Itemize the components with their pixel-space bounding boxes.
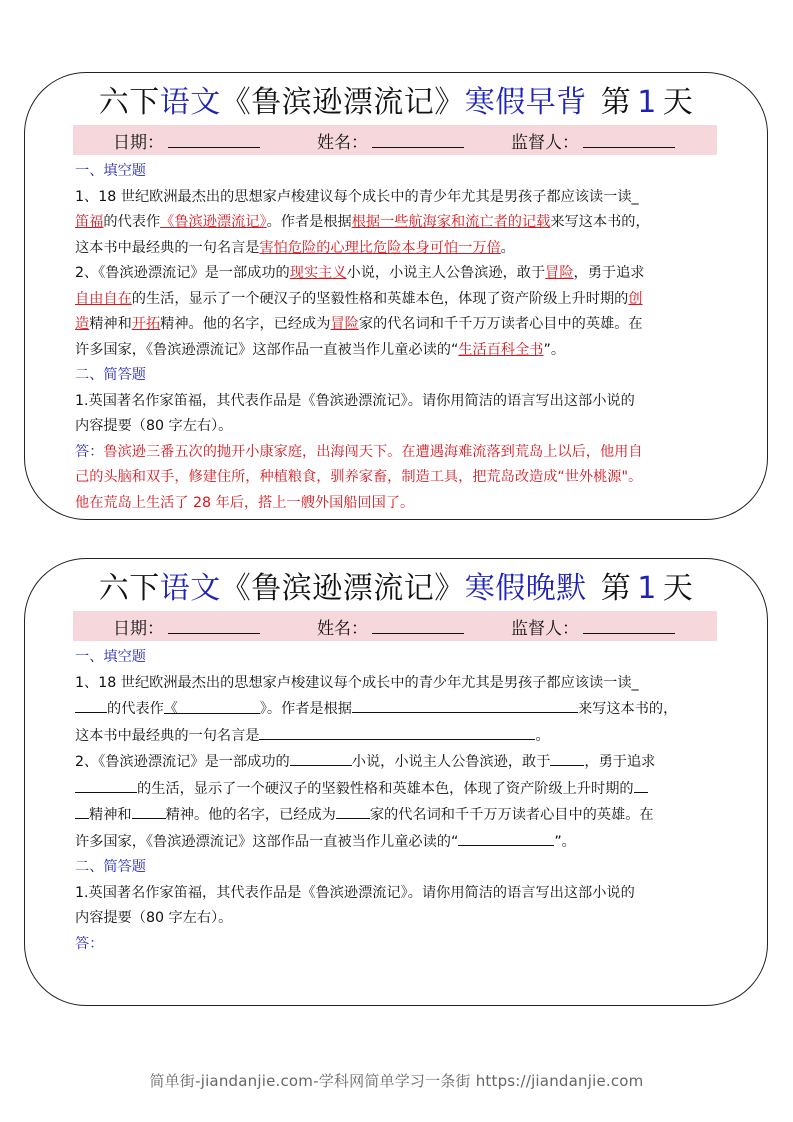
- question-1: [75, 671, 721, 750]
- q-text: 小说，小说主人公鲁滨逊，敢于: [351, 754, 551, 770]
- blank-field[interactable]: [163, 697, 260, 717]
- section-heading-fill-blank: 一、填空题: [75, 649, 146, 665]
- short-question-1: [75, 389, 721, 440]
- title-grade: 六下: [98, 571, 160, 606]
- date-field[interactable]: [113, 614, 260, 639]
- title-type: 寒假早背: [464, 85, 587, 120]
- q-text: 。作者是根据: [266, 214, 352, 230]
- name-label: 姓名：: [317, 132, 368, 153]
- answer-blank: 害怕危险的心理比危险本身可怕一万倍: [259, 239, 501, 256]
- answer-blank: 根据一些航海家和流亡者的记载: [351, 214, 551, 230]
- blank-field[interactable]: [75, 776, 137, 793]
- q-text: 的代表作: [103, 214, 161, 230]
- info-bar: [73, 611, 717, 641]
- blank-field[interactable]: [352, 696, 578, 713]
- q-text: 。: [535, 727, 550, 744]
- title-day-number: 1: [637, 85, 657, 120]
- q-text: 1.英国著名作家笛福，其代表作品是《鲁滨逊漂流记》。请你用简洁的语言写出这部小说的: [75, 884, 635, 901]
- answer-blank: 自由自在: [75, 290, 132, 307]
- q-text: 的生活，显示了一个硬汉子的坚毅性格和英雄本色，体现了资产阶级上升时期的: [137, 780, 634, 797]
- answer-blank: 冒险: [545, 265, 574, 281]
- blank-field[interactable]: [259, 723, 535, 740]
- title-di: 第: [600, 85, 632, 120]
- q-text: 1、18 世纪欧洲最杰出的思想家卢梭建议每个成长中的青少年尤其是男孩子都应该读一读_: [75, 674, 639, 691]
- q-text: 《: [163, 701, 178, 717]
- blank-field[interactable]: [550, 749, 584, 766]
- q-text: 2、《鲁滨逊漂流记》是一部成功的: [75, 265, 290, 281]
- q-text: ”。: [543, 341, 566, 358]
- q-text: 精神。他的名字，已经成为: [160, 316, 331, 332]
- q-text: 许多国家，《鲁滨逊漂流记》这部作品一直被当作儿童必读的“: [75, 341, 459, 358]
- title-subject: 语文: [159, 571, 221, 606]
- name-label: 姓名：: [317, 618, 368, 639]
- answer-label: 答：: [75, 443, 104, 460]
- supervisor-blank[interactable]: [583, 133, 675, 148]
- question-2: [75, 261, 721, 363]
- answer-text: 己的头脑和双手，修建住所，种植粮食，驯养家畜，制造工具，把荒岛改造成“世外桃源"。: [75, 469, 643, 485]
- q-text: 这本书中最经典的一句名言是: [75, 239, 260, 256]
- morning-recite-card: [24, 72, 768, 520]
- date-field[interactable]: [113, 128, 260, 153]
- q-text: 来写这本书的，: [577, 701, 678, 717]
- name-field[interactable]: [317, 128, 464, 153]
- question-1: [75, 185, 721, 262]
- answer-blank: 冒险: [330, 316, 359, 332]
- section-heading-fill-blank: 一、填空题: [75, 163, 146, 179]
- supervisor-label: 监督人：: [511, 618, 579, 639]
- blank-field[interactable]: [290, 749, 352, 766]
- title-grade: 六下: [98, 85, 160, 120]
- section-heading-short-answer: 二、简答题: [75, 367, 146, 383]
- supervisor-blank[interactable]: [583, 619, 675, 634]
- card-title: [25, 569, 767, 609]
- q-text: 这本书中最经典的一句名言是: [75, 727, 260, 744]
- title-book: 《鲁滨逊漂流记》: [220, 571, 465, 606]
- supervisor-field[interactable]: [511, 128, 675, 153]
- name-blank[interactable]: [372, 619, 464, 634]
- date-label: 日期：: [113, 132, 164, 153]
- short-question-1: [75, 881, 721, 932]
- date-label: 日期：: [113, 618, 164, 639]
- q-text: 小说，小说主人公鲁滨逊，敢于: [346, 265, 546, 281]
- blank-field[interactable]: [75, 802, 89, 819]
- question-2: [75, 749, 721, 855]
- title-di: 第: [600, 571, 632, 606]
- blank-field[interactable]: [75, 696, 107, 713]
- title-subject: 语文: [159, 85, 221, 120]
- q-text: 的代表作: [107, 701, 164, 717]
- date-blank[interactable]: [168, 133, 260, 148]
- q-text: 精神和: [89, 807, 132, 823]
- answer-blank: 《鲁滨逊漂流记》: [160, 214, 267, 230]
- card-body: [75, 159, 721, 516]
- q-text: 》。作者是根据: [259, 701, 352, 717]
- name-field[interactable]: [317, 614, 464, 639]
- blank-field[interactable]: [132, 802, 166, 819]
- evening-dictation-card: [24, 558, 768, 1006]
- q-text: 许多国家，《鲁滨逊漂流记》这部作品一直被当作儿童必读的“: [75, 833, 459, 850]
- q-text: 精神和: [89, 316, 132, 332]
- title-type: 寒假晚默: [464, 571, 587, 606]
- q-text: 1、18 世纪欧洲最杰出的思想家卢梭建议每个成长中的青少年尤其是男孩子都应该读一读_: [75, 188, 639, 205]
- q-text: ，勇于追求: [573, 265, 645, 281]
- date-blank[interactable]: [168, 619, 260, 634]
- title-tian: 天: [662, 571, 694, 606]
- q-text: ”。: [554, 833, 576, 850]
- q-text: 来写这本书的，: [550, 214, 650, 230]
- card-body: [75, 645, 721, 957]
- answer-text: 鲁滨逊三番五次的抛开小康家庭，出海闯天下。在遭遇海难流落到荒岛上以后，他用自: [103, 443, 643, 460]
- section-heading-short-answer: 二、简答题: [75, 859, 146, 875]
- info-bar: [73, 125, 717, 155]
- title-day-number: 1: [637, 571, 657, 606]
- q-text: 精神。他的名字，已经成为: [165, 807, 336, 823]
- card-title: [25, 83, 767, 123]
- q-text: 家的代名词和千千万万读者心目中的英雄。在: [369, 807, 654, 823]
- title-tian: 天: [662, 85, 694, 120]
- q-text: 2、《鲁滨逊漂流记》是一部成功的: [75, 754, 290, 770]
- name-blank[interactable]: [372, 133, 464, 148]
- answer-blank: 生活百科全书: [458, 341, 544, 358]
- supervisor-field[interactable]: [511, 614, 675, 639]
- q-text: ，勇于追求: [584, 754, 656, 770]
- q-text: 家的代名词和千千万万读者心目中的英雄。在: [358, 316, 643, 332]
- footer-watermark: 简单街-jiandanjie.com-学科网简单学习一条街 https://jiandanjie.com: [149, 1072, 644, 1090]
- answer-text: 他在荒岛上生活了 28 年后，搭上一艘外国船回国了。: [75, 494, 415, 511]
- answer-blank: 开拓: [131, 316, 161, 332]
- blank-field[interactable]: [634, 776, 648, 793]
- q-text: 的生活，显示了一个硬汉子的坚毅性格和英雄本色，体现了资产阶级上升时期的: [131, 290, 629, 307]
- q-text: 内容提要（80 字左右）。: [75, 418, 233, 434]
- blank-field[interactable]: [458, 829, 554, 846]
- answer-blank: 笛福: [75, 214, 104, 230]
- short-answer: [75, 440, 721, 517]
- answer-blank: 创: [628, 290, 643, 307]
- answer-blank: 造: [75, 316, 90, 332]
- q-text: 内容提要（80 字左右）。: [75, 910, 233, 926]
- blank-field[interactable]: [336, 802, 370, 819]
- answer-blank: 现实主义: [289, 265, 347, 281]
- supervisor-label: 监督人：: [511, 132, 579, 153]
- answer-label: 答：: [75, 935, 104, 952]
- title-book: 《鲁滨逊漂流记》: [220, 85, 465, 120]
- q-text: 。: [500, 239, 515, 256]
- q-text: 1.英国著名作家笛福，其代表作品是《鲁滨逊漂流记》。请你用简洁的语言写出这部小说的: [75, 392, 635, 409]
- short-answer[interactable]: [75, 932, 721, 958]
